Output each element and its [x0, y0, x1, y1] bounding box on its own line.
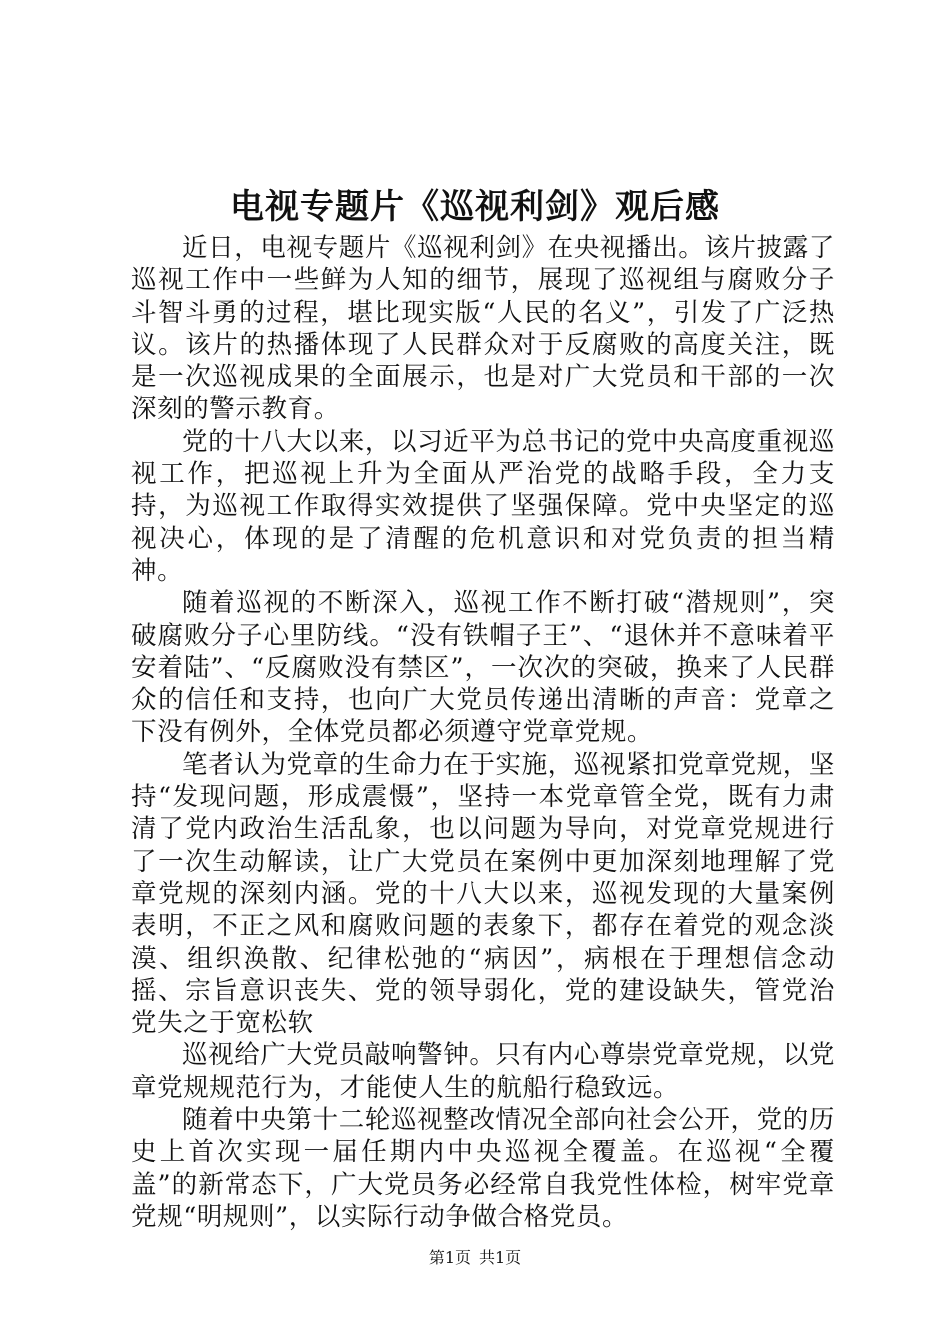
paragraph-6: 随着中央第十二轮巡视整改情况全部向社会公开，党的历史上首次实现一届任期内中央巡视全覆盖。在巡视“全覆盖”的新常态下，广大党员务必经常自我党性体检，树牢党章党规“明规则”，以实际行动争做合格党员。	[131, 1105, 835, 1232]
paragraph-3: 随着巡视的不断深入，巡视工作不断打破“潜规则”，突破腐败分子心里防线。“没有铁帽子王”、“退休并不意味着平安着陆”、“反腐败没有禁区”，一次次的突破，换来了人民群众的信任和支持，也向广大党员传递出清晰的声音：党章之下没有例外，全体党员都必须遵守党章党规。	[131, 588, 835, 748]
page-footer	[0, 1248, 950, 1268]
paragraph-1: 近日，电视专题片《巡视利剑》在央视播出。该片披露了巡视工作中一些鲜为人知的细节，展现了巡视组与腐败分子斗智斗勇的过程，堪比现实版“人民的名义”，引发了广泛热议。该片的热播体现了人民群众对于反腐败的高度关注，既是一次巡视成果的全面展示，也是对广大党员和干部的一次深刻的警示教育。	[131, 233, 835, 425]
paragraph-2: 党的十八大以来，以习近平为总书记的党中央高度重视巡视工作，把巡视上升为全面从严治党的战略手段，全力支持，为巡视工作取得实效提供了坚强保障。党中央坚定的巡视决心，体现的是了清醒的危机意识和对党负责的担当精神。	[131, 426, 835, 586]
paragraph-4: 笔者认为党章的生命力在于实施，巡视紧扣党章党规，坚持“发现问题，形成震慑”，坚持一本党章管全党，既有力肃清了党内政治生活乱象，也以问题为导向，对党章党规进行了一次生动解读，让广大党员在案例中更加深刻地理解了党章党规的深刻内涵。党的十八大以来，巡视发现的大量案例表明，不正之风和腐败问题的表象下，都存在着党的观念淡漠、组织涣散、纪律松弛的“病因”，病根在于理想信念动摇、宗旨意识丧失、党的领导弱化，党的建设缺失，管党治党失之于宽松软	[131, 749, 835, 1039]
paragraph-5: 巡视给广大党员敲响警钟。只有内心尊崇党章党规，以党章党规规范行为，才能使人生的航船行稳致远。	[131, 1040, 835, 1103]
document-body	[131, 232, 835, 1233]
page-number: 第1页	[428, 1248, 471, 1267]
document-title: 电视专题片《巡视利剑》观后感	[230, 187, 720, 227]
page-total: 共1页	[479, 1248, 522, 1267]
